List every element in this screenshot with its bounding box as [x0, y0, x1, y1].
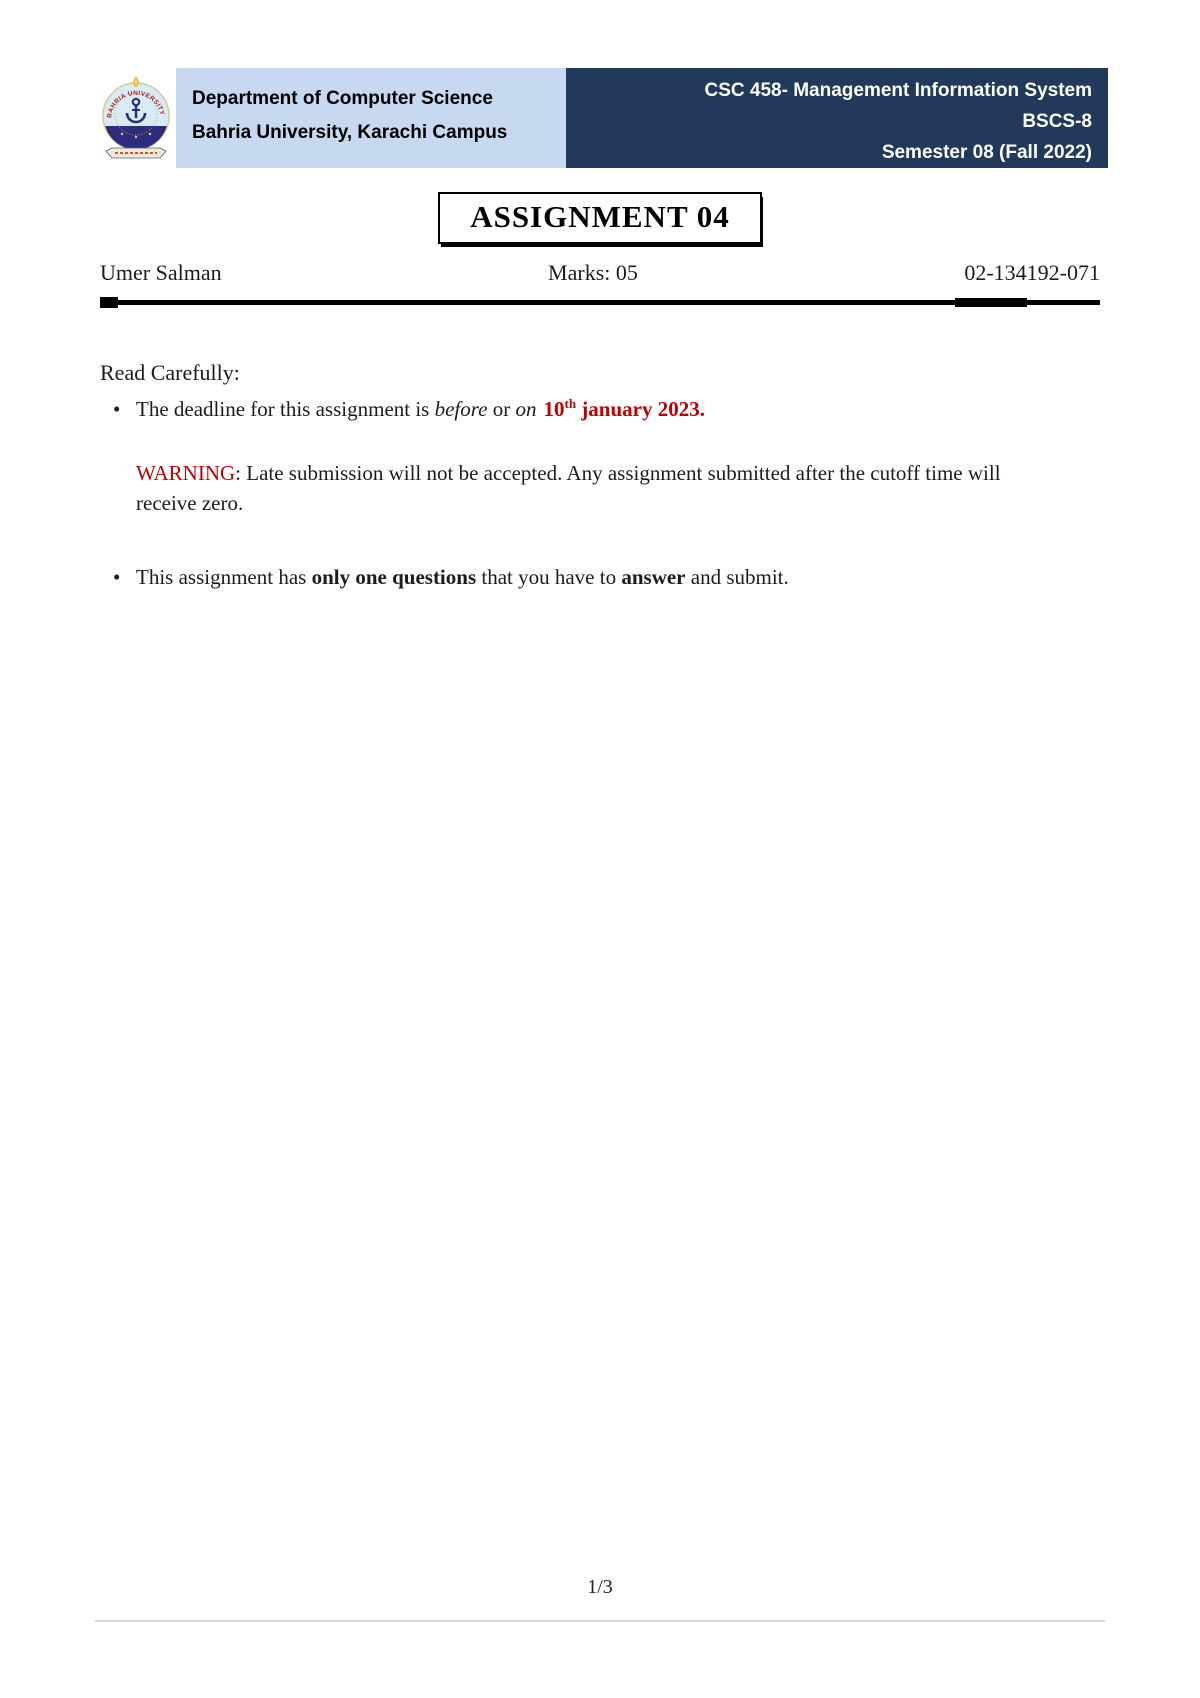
instructions-section: [100, 357, 1100, 592]
header-right-box: [566, 68, 1108, 168]
question-bullet: [100, 563, 1100, 593]
rule-right-nub: [955, 298, 1027, 307]
question-bold1: only one questions: [311, 564, 477, 589]
question-bold2: answer: [621, 564, 686, 589]
bullet-marker: •: [113, 564, 121, 589]
class-line: BSCS-8: [1022, 111, 1092, 132]
bullet-marker: •: [113, 397, 121, 422]
header-left-box: [176, 68, 566, 168]
registration-number: 02-134192-071: [964, 260, 1100, 285]
svg-text:BAHRIA UNIVERSITY: BAHRIA UNIVERSITY: [106, 89, 166, 119]
student-name: Umer Salman: [100, 260, 222, 285]
question-text: [136, 563, 1100, 593]
campus-line: Bahria University, Karachi Campus: [192, 122, 508, 143]
deadline-before-word: before: [434, 397, 488, 422]
page-number: 1/3: [587, 1576, 613, 1598]
question-part2: that you have to: [476, 564, 622, 589]
deadline-date-rest: january 2023.: [576, 397, 705, 422]
deadline-date-ordinal: th: [564, 396, 577, 412]
warning-paragraph: [136, 459, 1016, 519]
header: [100, 68, 1108, 168]
rule-left-nub: [100, 297, 118, 308]
deadline-part2: or: [487, 397, 516, 422]
deadline-on-word: on: [515, 397, 537, 422]
info-row: [100, 260, 1100, 286]
read-carefully-heading: Read Carefully:: [100, 360, 240, 385]
deadline-text: [136, 395, 1100, 425]
deadline-date-number: 10: [543, 397, 565, 422]
question-part1: This assignment has: [136, 564, 312, 589]
warning-label: WARNING: [136, 461, 236, 486]
warning-text: : Late submission will not be accepted. Any assignment submitted after the cutoff time will receive zero.: [136, 461, 1001, 515]
question-part3: and submit.: [685, 564, 789, 589]
department-line: Department of Computer Science: [192, 88, 493, 109]
deadline-part1: The deadline for this assignment is: [136, 397, 435, 422]
crest-icon: [100, 72, 172, 164]
footer-divider: [95, 1620, 1105, 1622]
divider-rule: [100, 300, 1100, 305]
course-line: CSC 458- Management Information System: [704, 80, 1092, 101]
assignment-title-box: [438, 192, 762, 244]
title-wrap: [0, 192, 1200, 244]
semester-line: Semester 08 (Fall 2022): [881, 142, 1092, 163]
assignment-title: ASSIGNMENT 04: [470, 199, 730, 234]
deadline-bullet: [100, 395, 1100, 425]
university-crest-logo: [100, 68, 176, 168]
marks-label: Marks: 05: [548, 260, 638, 285]
